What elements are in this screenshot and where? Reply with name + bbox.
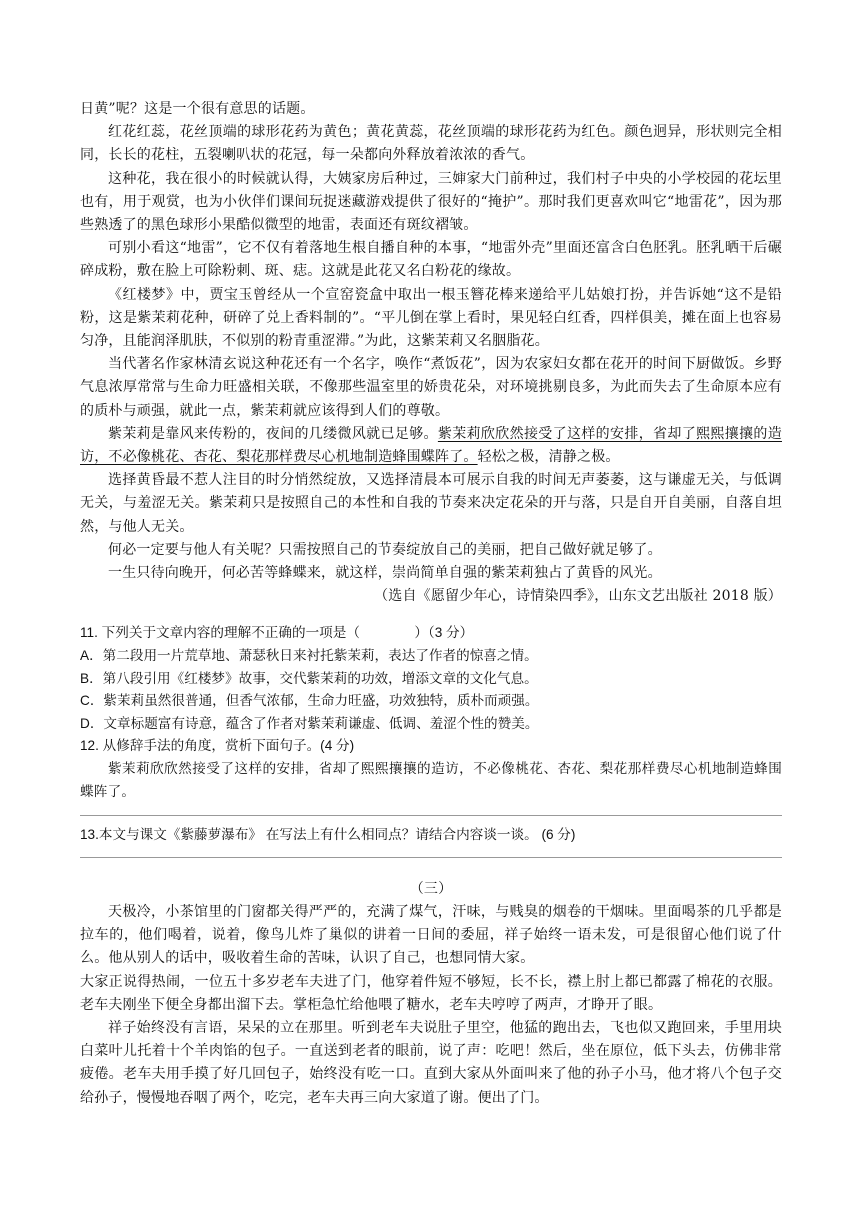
source-citation: （选自《愿留少年心，诗情染四季》，山东文艺出版社 2018 版）	[374, 588, 782, 605]
paragraph: 何必一定要与他人有关呢？只需按照自己的节奏绽放自己的美丽，把自己做好就足够了。	[108, 541, 662, 558]
paragraph: 大家正说得热闹，一位五十多岁老车夫进了门，他穿着件短不够短，长不长，襟上肘上都已都露了棉花的衣服。老车夫刚坐下便全身都出溜下去。掌柜急忙给他喂了糖水，老车夫哼哼了两声，才睁开了眼。	[80, 973, 782, 1013]
section-heading: （三）	[409, 880, 453, 897]
underlined-sentence: 紫茉莉欣欣然接受了这样的安排，省却了熙熙攘攘的造访，不必像桃花、杏花、梨花那样费尽心机地制造蜂围蝶阵了。	[80, 425, 782, 466]
sentence: 轻松之极，清静之极。	[477, 449, 620, 466]
paragraph: 这种花，我在很小的时候就认得，大姨家房后种过，三婶家大门前种过，我们村子中央的小学校园的花坛里也有，用于观赏，也为小伙伴们课间玩捉迷藏游戏提供了很好的“掩护”。那时我们更喜欢叫它“地雷花”，因为那些熟透了的黑色球形小果酷似微型的地雷，表面还有斑纹褶皱。	[80, 170, 782, 234]
paragraph-underlined	[80, 423, 782, 469]
option-d: D．文章标题富有诗意，蕴含了作者对紫茉莉谦虚、低调、羞涩个性的赞美。	[80, 715, 539, 731]
question-12: 12. 从修辞手法的角度，赏析下面句子。(4 分)	[80, 738, 355, 754]
paragraph: 祥子始终没有言语，呆呆的立在那里。听到老车夫说肚子里空，他猛的跑出去，飞也似又跑回来，手里用块白菜叶儿托着十个羊肉馅的包子。一直送到老者的眼前，说了声：吃吧！然后，坐在原位，低下头去，仿佛非常疲倦。老车夫用手摸了好几回包子，始终没有吃一口。直到大家从外面叫来了他的孙子小马，他才将八个包子交给孙子，慢慢地吞咽了两个，吃完，老车夫再三向大家道了谢。便出了门。	[80, 1020, 782, 1106]
sentence: 紫茉莉是靠风来传粉的，夜间的几缕微风就已足够。	[108, 425, 438, 442]
passage-three	[80, 878, 782, 1110]
paragraph: 日黄”呢？这是一个很有意思的话题。	[80, 101, 315, 117]
question-12-quote: 紫茉莉欣欣然接受了这样的安排，省却了熙熙攘攘的造访，不必像桃花、杏花、梨花那样费尽心机地制造蜂围蝶阵了。	[80, 761, 782, 799]
paragraph: 当代著名作家林清玄说这种花还有一个名字，唤作“煮饭花”，因为农家妇女都在花开的时间下厨做饭。乡野气息浓厚常常与生命力旺盛相关联，不像那些温室里的娇贵花朵，对环境挑剔良多，为此而失去了生命原本应有的质朴与顽强，就此一点，紫茉莉就应该得到人们的尊敬。	[80, 356, 782, 419]
option-a: A．第二段用一片荒草地、萧瑟秋日来衬托紫茉莉，表达了作者的惊喜之情。	[80, 648, 538, 664]
paragraph: 一生只待向晚开，何必苦等蜂蝶来，就这样，崇尚简单自强的紫茉莉独占了黄昏的风光。	[108, 565, 662, 582]
paragraph: 选择黄昏最不惹人注目的时分悄然绽放，又选择清晨本可展示自我的时间无声萎萎，这与谦虚无关，与低调无关，与羞涩无关。紫茉莉只是按照自己的本性和自我的节奏来决定花朵的开与落，只是自开自美丽，自落自坦然，与他人无关。	[80, 472, 782, 535]
question-11: 11. 下列关于文章内容的理解不正确的一项是（ ）（3 分）	[80, 625, 474, 641]
questions	[80, 622, 782, 857]
paragraph: 天极冷，小茶馆里的门窗都关得严严的，充满了煤气，汗味，与贱臭的烟卷的干烟味。里面喝茶的几乎都是拉车的，他们喝着，说着，像鸟儿炸了巢似的讲着一日间的委屈，祥子始终一语未发，可是很留心他们说了什么。他从别人的话中，吸收着生命的苦味，认识了自己，也想同情大家。	[80, 904, 782, 967]
passage-two	[80, 98, 782, 608]
option-c: C．紫茉莉虽然很普通，但香气浓郁，生命力旺盛，功效独特，质朴而顽强。	[80, 693, 539, 709]
question-13: 13.本文与课文《紫藤萝瀑布》 在写法上有什么相同点？请结合内容谈一谈。 (6 分)	[80, 827, 576, 843]
paragraph: 可别小看这“地雷”，它不仅有着落地生根自播自种的本事，“地雷外壳”里面还富含白色胚乳。胚乳晒干后碾碎成粉，敷在脸上可除粉刺、斑、痣。这就是此花又名白粉花的缘故。	[80, 240, 782, 280]
paragraph: 红花红蕊，花丝顶端的球形花药为黄色；黄花黄蕊，花丝顶端的球形花药为红色。颜色迥异，形状则完全相同，长长的花柱，五裂喇叭状的花冠，每一朵都向外释放着浓浓的香气。	[80, 124, 782, 164]
paragraph: 《红楼梦》中，贾宝玉曾经从一个宣窑瓷盒中取出一根玉簪花棒来递给平儿姑娘打扮，并告诉她“这不是铅粉，这是紫茉莉花种，研碎了兑上香料制的”。“平儿倒在掌上看时，果见轻白红香，四样俱美，摊在面上也容易匀净，且能润泽肌肤，不似别的粉青重涩滞。”为此，这紫茉莉又名胭脂花。	[80, 286, 782, 350]
exam-page	[80, 98, 782, 1110]
option-b: B．第八段引用《红楼梦》故事，交代紫茉莉的功效，增添文章的文化气息。	[80, 670, 538, 686]
